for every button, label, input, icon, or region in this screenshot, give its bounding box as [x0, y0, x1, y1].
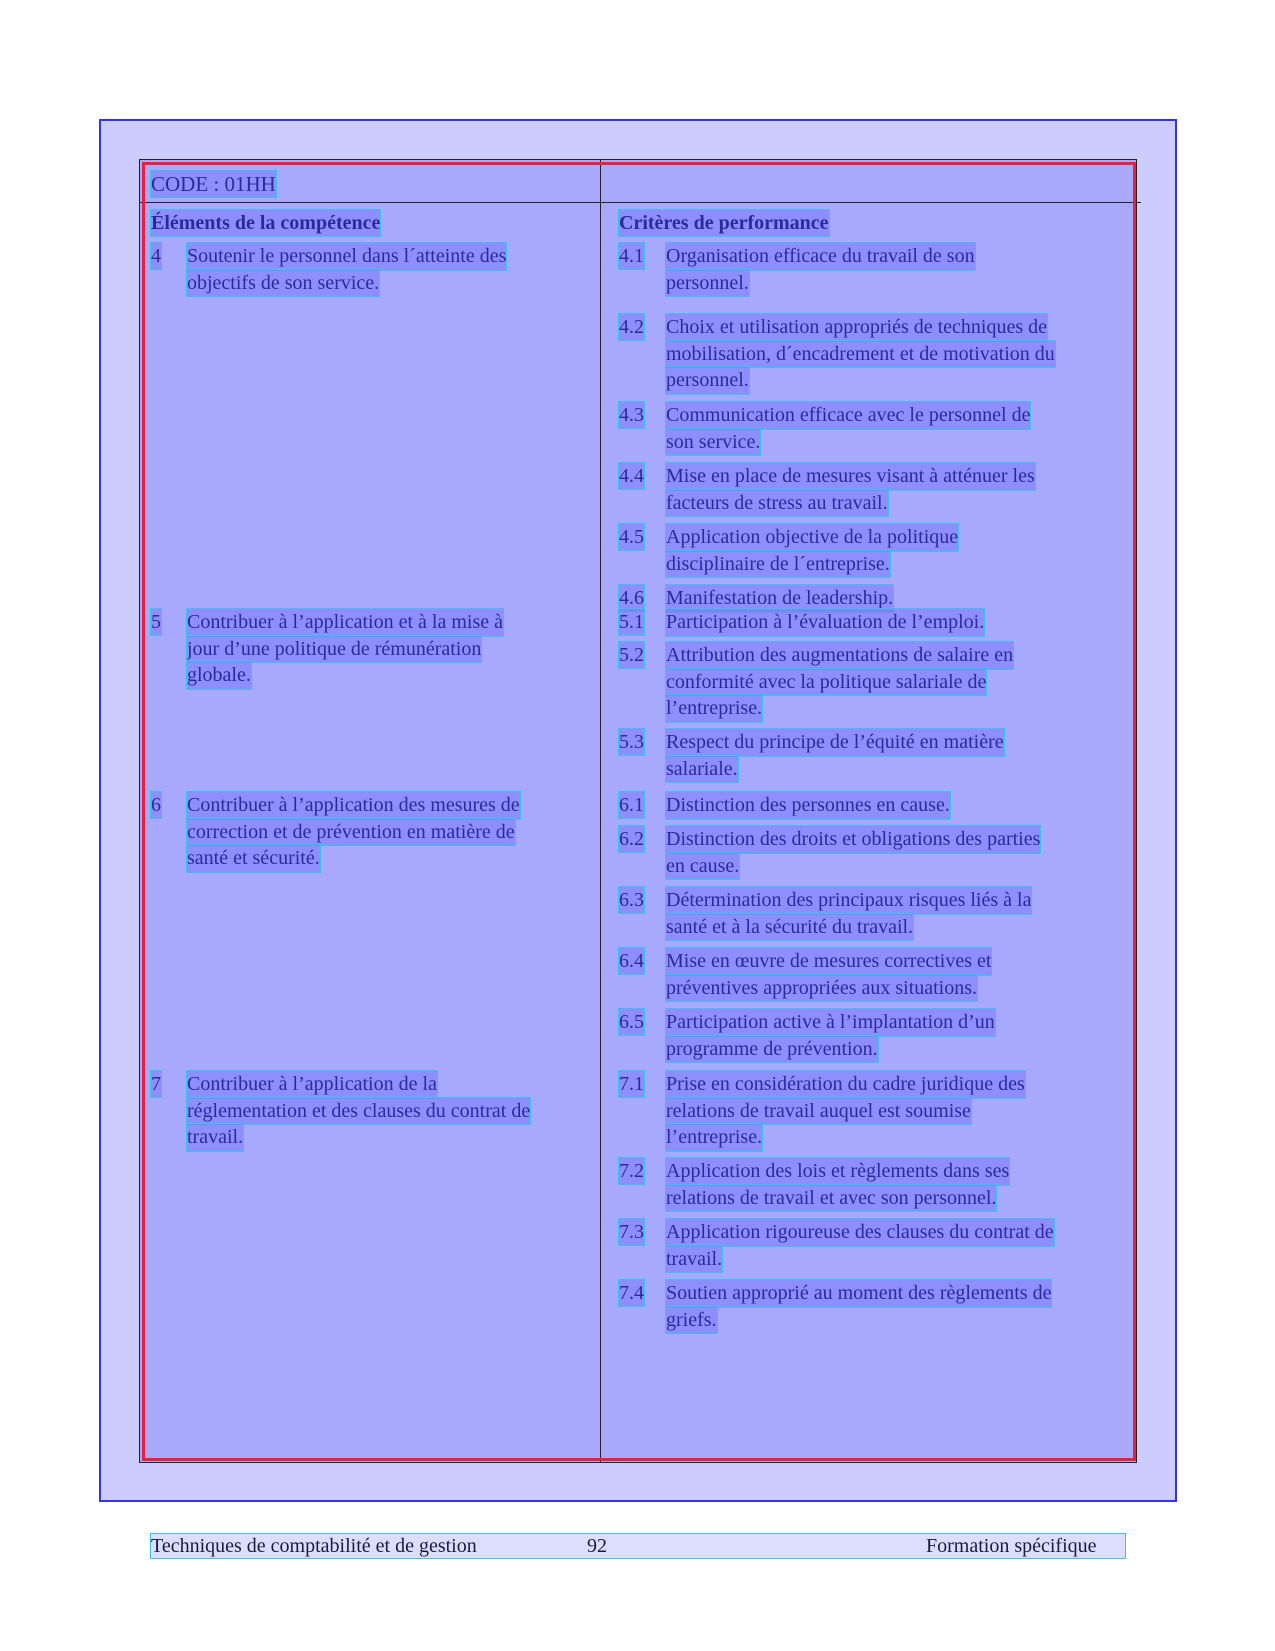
element-text-line: Contribuer à l’application de la [187, 1071, 437, 1098]
criterion-text-line: facteurs de stress au travail. [666, 490, 888, 517]
element-text-line: jour d’une politique de rémunération [187, 636, 481, 663]
criterion-text-line: Distinction des personnes en cause. [666, 792, 950, 819]
element-number: 7 [151, 1073, 161, 1095]
element-text-line: santé et sécurité. [187, 845, 320, 872]
criterion-text-line: travail. [666, 1246, 722, 1273]
criterion-number: 7.4 [619, 1282, 644, 1304]
criterion-text-line: Prise en considération du cadre juridique des [666, 1071, 1025, 1098]
element-text-line: Contribuer à l’application et à la mise à [187, 609, 503, 636]
element-number: 6 [151, 794, 161, 816]
criterion-number: 7.1 [619, 1073, 644, 1095]
element-text-line: Contribuer à l’application des mesures de [187, 792, 520, 819]
element-text-line: réglementation et des clauses du contrat de [187, 1098, 530, 1125]
criterion-text-line: son service. [666, 429, 760, 456]
criterion-text-line: mobilisation, d´encadrement et de motivation du [666, 341, 1055, 368]
criterion-number: 7.2 [619, 1160, 644, 1182]
header-elements: Éléments de la compétence [151, 212, 381, 234]
element-number: 4 [151, 245, 161, 267]
footer-page-number: 92 [587, 1535, 607, 1557]
column-divider [600, 159, 601, 1463]
footer-section: Formation spécifique [926, 1535, 1097, 1557]
criterion-text-line: Participation à l’évaluation de l’emploi. [666, 609, 984, 636]
criterion-text-line: personnel. [666, 367, 749, 394]
element-text-line: Soutenir le personnel dans l´atteinte des [187, 243, 506, 270]
criterion-number: 4.1 [619, 245, 644, 267]
criterion-text-line: l’entreprise. [666, 1124, 762, 1151]
criterion-text-line: Application rigoureuse des clauses du contrat de [666, 1219, 1054, 1246]
criterion-number: 4.2 [619, 316, 644, 338]
element-text-line: correction et de prévention en matière de [187, 819, 515, 846]
criterion-text-line: Manifestation de leadership. [666, 585, 893, 612]
element-text-line: travail. [187, 1124, 243, 1151]
criterion-number: 6.4 [619, 950, 644, 972]
criterion-text-line: Application des lois et règlements dans ses [666, 1158, 1009, 1185]
criterion-number: 4.5 [619, 526, 644, 548]
criterion-text-line: Attribution des augmentations de salaire en [666, 642, 1013, 669]
criterion-number: 5.2 [619, 644, 644, 666]
criterion-text-line: Application objective de la politique [666, 524, 958, 551]
criterion-text-line: conformité avec la politique salariale de [666, 669, 986, 696]
criterion-text-line: personnel. [666, 270, 749, 297]
criterion-text-line: Soutien approprié au moment des règlements de [666, 1280, 1051, 1307]
criterion-number: 6.1 [619, 794, 644, 816]
footer-program: Techniques de comptabilité et de gestion [151, 1535, 477, 1557]
criterion-number: 4.4 [619, 465, 644, 487]
criterion-text-line: préventives appropriées aux situations. [666, 975, 977, 1002]
element-text-line: objectifs de son service. [187, 270, 379, 297]
criterion-text-line: relations de travail auquel est soumise [666, 1098, 971, 1125]
criterion-text-line: Détermination des principaux risques liés à la [666, 887, 1031, 914]
criterion-number: 5.3 [619, 731, 644, 753]
criterion-text-line: programme de prévention. [666, 1036, 878, 1063]
criterion-number: 6.2 [619, 828, 644, 850]
criterion-number: 5.1 [619, 611, 644, 633]
criterion-text-line: Mise en œuvre de mesures correctives et [666, 948, 991, 975]
criterion-text-line: Choix et utilisation appropriés de techniques de [666, 314, 1047, 341]
criterion-number: 4.6 [619, 587, 644, 609]
criterion-text-line: en cause. [666, 853, 739, 880]
criterion-number: 4.3 [619, 404, 644, 426]
criterion-text-line: Communication efficace avec le personnel de [666, 402, 1030, 429]
criterion-number: 6.3 [619, 889, 644, 911]
criterion-text-line: disciplinaire de l´entreprise. [666, 551, 890, 578]
element-number: 5 [151, 611, 161, 633]
criterion-text-line: Mise en place de mesures visant à atténuer les [666, 463, 1035, 490]
criterion-text-line: Participation active à l’implantation d’un [666, 1009, 995, 1036]
criterion-number: 6.5 [619, 1011, 644, 1033]
criterion-text-line: Respect du principe de l’équité en matière [666, 729, 1004, 756]
criterion-text-line: santé et à la sécurité du travail. [666, 914, 913, 941]
code-label: CODE : 01HH [151, 172, 276, 196]
header-divider [139, 202, 1141, 203]
criterion-number: 7.3 [619, 1221, 644, 1243]
criterion-text-line: l’entreprise. [666, 695, 762, 722]
criterion-text-line: Distinction des droits et obligations des parties [666, 826, 1040, 853]
criterion-text-line: griefs. [666, 1307, 717, 1334]
element-text-line: globale. [187, 662, 251, 689]
criterion-text-line: salariale. [666, 756, 738, 783]
criterion-text-line: relations de travail et avec son personnel. [666, 1185, 996, 1212]
criterion-text-line: Organisation efficace du travail de son [666, 243, 975, 270]
header-criteria: Critères de performance [619, 212, 829, 234]
